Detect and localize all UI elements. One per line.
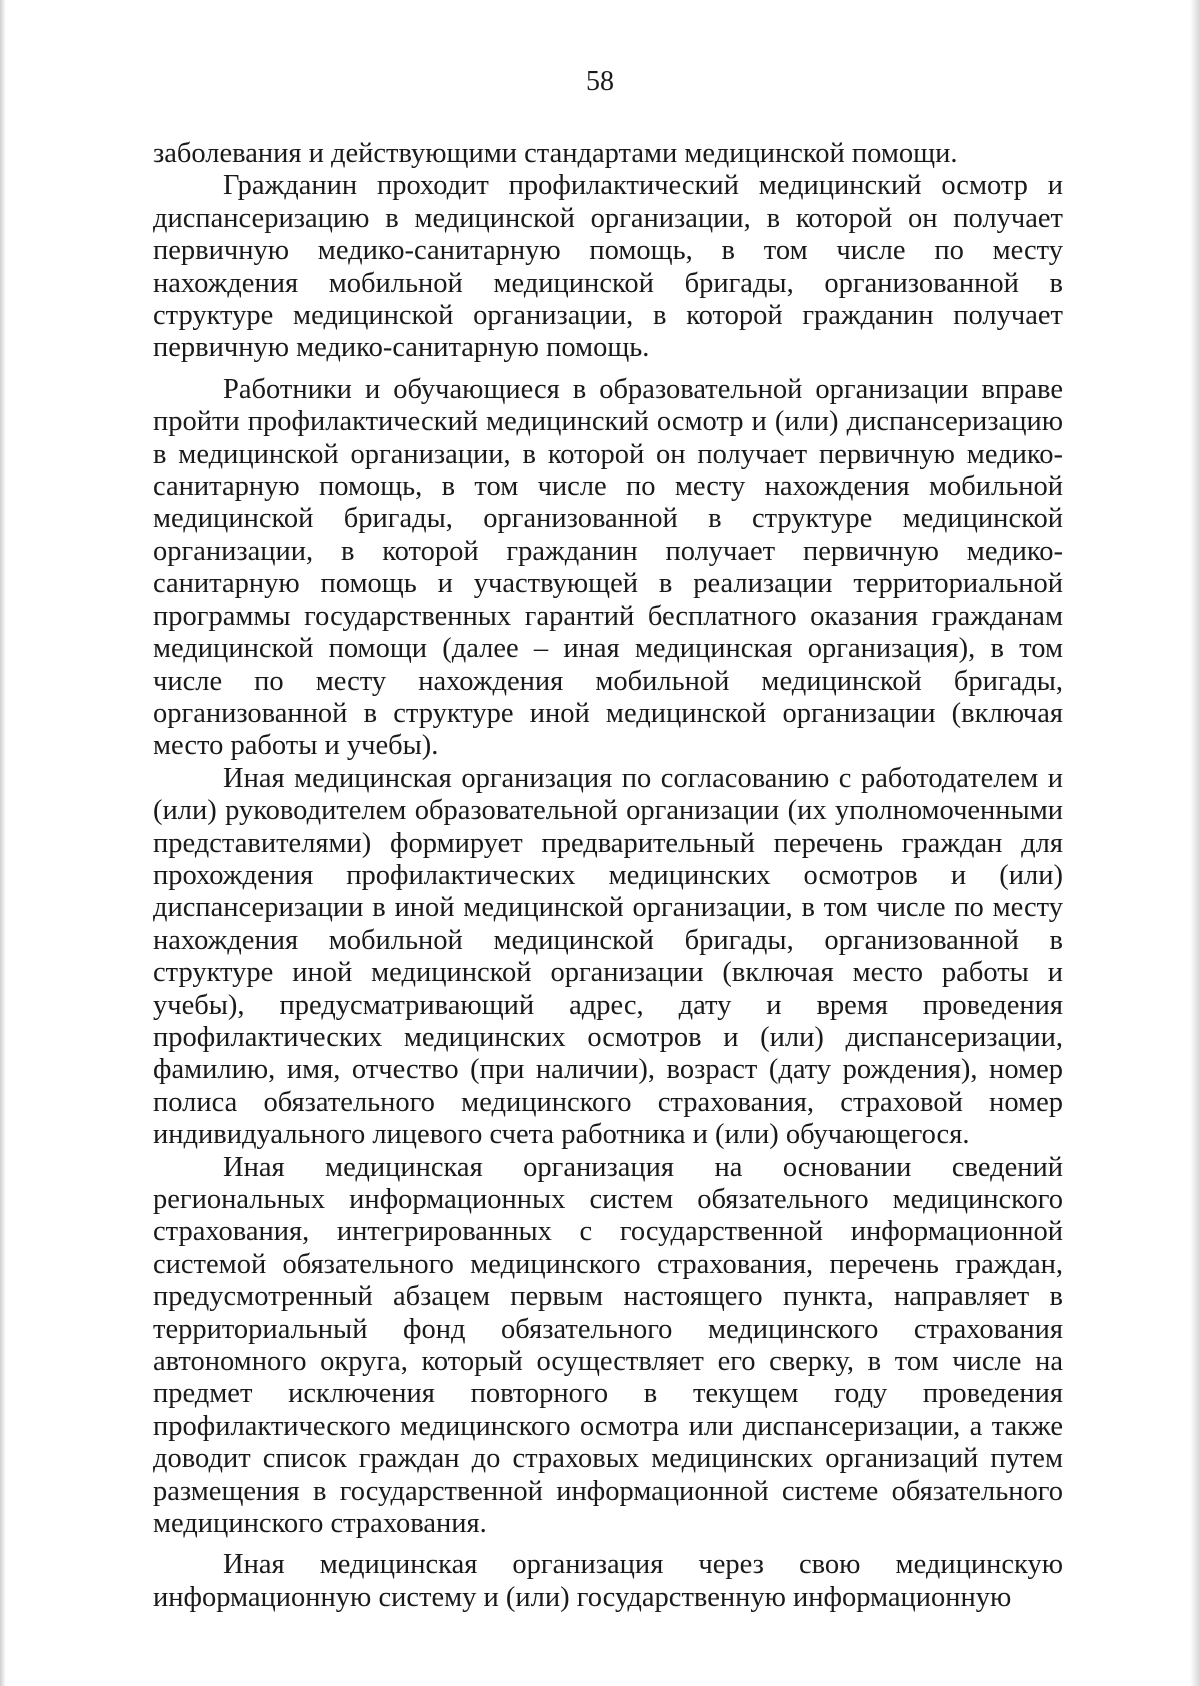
- paragraph: Иная медицинская организация на основании сведений региональных информационных систем обязательного медицинского страхования, интегрированных с государственной информационной системой обязательного медицинского страхования, перечень граждан, предусмотренный абзацем первым настоящего пункта, направляет в территориальный фонд обязательного медицинского страхования автономного округа, который осуществляет его сверку, в том числе на предмет исключения повторного в текущем году проведения профилактического медицинского осмотра или диспансеризации, а также доводит список граждан до страховых медицинских организаций путем размещения в государственной информационной системе обязательного медицинского страхования.: [153, 1151, 1063, 1540]
- scan-edge-left: [0, 0, 6, 1686]
- paragraph: Иная медицинская организация по согласованию с работодателем и (или) руководителем образовательной организации (их уполномоченными представителями) формирует предварительный перечень граждан для прохождения профилактических медицинских осмотров и (или) диспансеризации в иной медицинской организации, в том числе по месту нахождения мобильной медицинской бригады, организованной в структуре иной медицинской организации (включая место работы и учебы), предусматривающий адрес, дату и время проведения профилактических медицинских осмотров и (или) диспансеризации, фамилию, имя, отчество (при наличии), возраст (дату рождения), номер полиса обязательного медицинского страхования, страховой номер индивидуального лицевого счета работника и (или) обучающегося.: [153, 762, 1063, 1151]
- page-number: 58: [586, 66, 614, 97]
- paragraph: Работники и обучающиеся в образовательной организации вправе пройти профилактический медицинский осмотр и (или) диспансеризацию в медицинской организации, в которой он получает первичную медико-санитарную помощь, в том числе по месту нахождения мобильной медицинской бригады, организованной в структуре медицинской организации, в которой гражданин получает первичную медико-санитарную помощь и участвующей в реализации территориальной программы государственных гарантий бесплатного оказания гражданам медицинской помощи (далее – иная медицинская организация), в том числе по месту нахождения мобильной медицинской бригады, организованной в структуре иной медицинской организации (включая место работы и учебы).: [153, 373, 1063, 762]
- document-body: [153, 138, 1063, 1614]
- scan-edge-right: [1190, 0, 1200, 1686]
- paragraph: Гражданин проходит профилактический медицинский осмотр и диспансеризацию в медицинской организации, в которой он получает первичную медико-санитарную помощь, в том числе по месту нахождения мобильной медицинской бригады, организованной в структуре медицинской организации, в которой гражданин получает первичную медико-санитарную помощь.: [153, 170, 1063, 364]
- paragraph-continued: заболевания и действующими стандартами медицинской помощи.: [153, 138, 958, 169]
- paragraph: Иная медицинская организация через свою медицинскую информационную систему и (или) государственную информационную: [153, 1549, 1063, 1613]
